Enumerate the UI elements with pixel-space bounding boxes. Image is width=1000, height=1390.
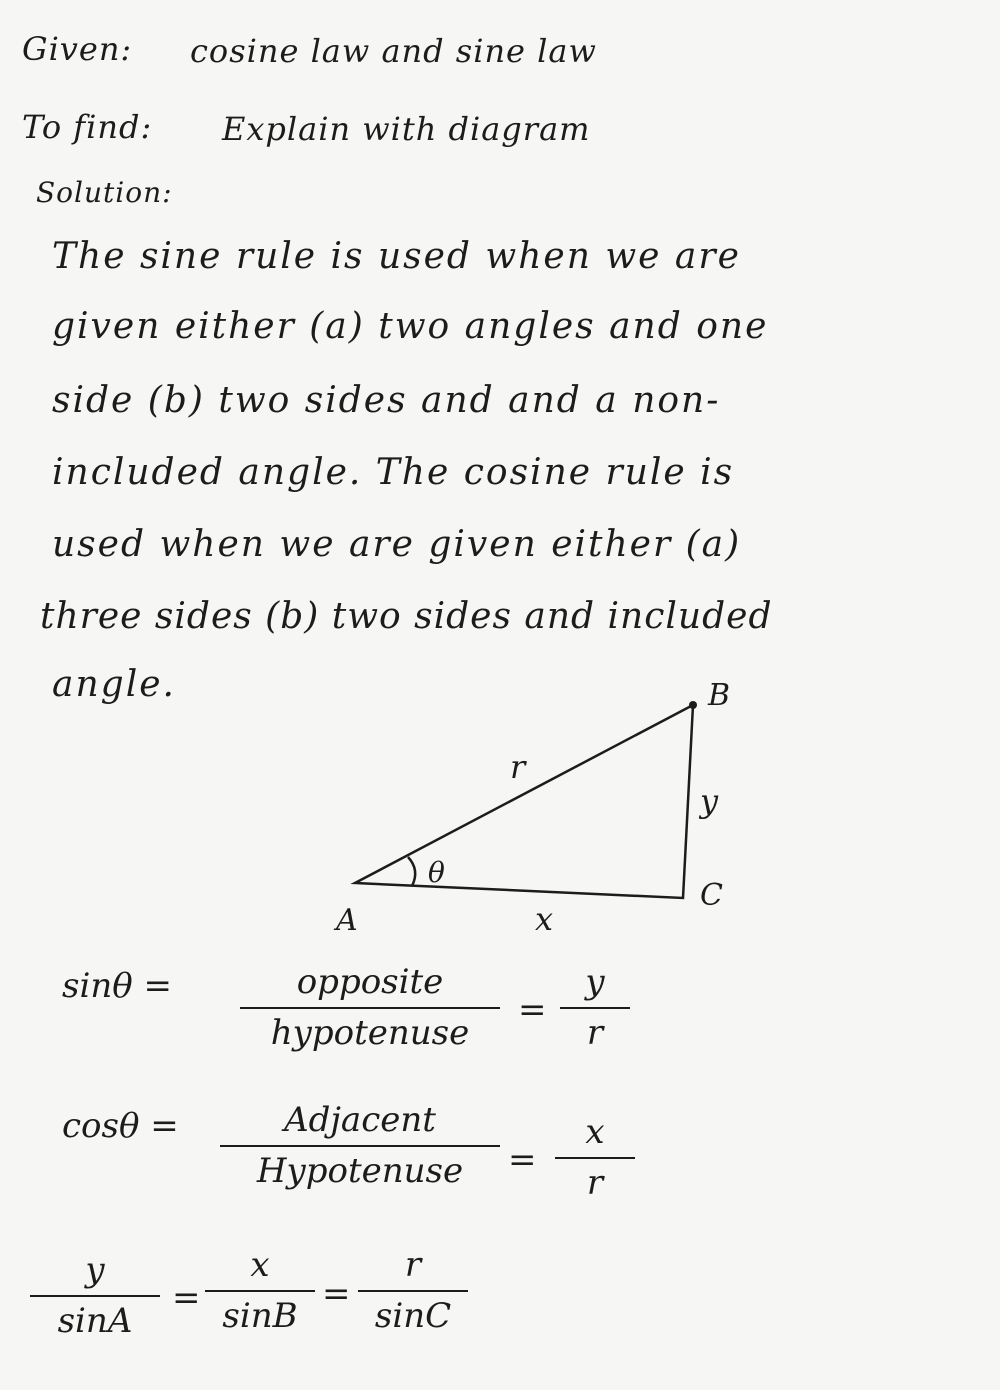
body-line-2: given either (a) two angles and one (52, 306, 769, 347)
body-line-7: angle. (52, 664, 176, 705)
given-label: Given: (22, 30, 133, 68)
vertex-a-label: A (336, 903, 358, 938)
sine-law-term-1-num: y (85, 1250, 105, 1290)
vertex-b-label: B (708, 678, 731, 713)
cos-fraction-words (220, 1100, 500, 1192)
sin-symbol-bar (560, 1007, 630, 1009)
cos-fraction-symbols (555, 1112, 635, 1204)
sine-law-term-3-bar (358, 1290, 468, 1292)
sine-law-term-2 (205, 1245, 315, 1337)
opposite-side-label: y (700, 782, 719, 820)
cos-denominator-symbol: r (586, 1162, 604, 1203)
sine-law-term-2-num: x (250, 1245, 270, 1285)
body-line-1: The sine rule is used when we are (52, 236, 741, 277)
hypotenuse-label: r (510, 748, 526, 786)
body-line-6: three sides (b) two sides and included (40, 596, 773, 637)
cos-fraction-bar (220, 1145, 500, 1147)
sin-fraction-words (240, 962, 500, 1054)
cos-equals: = (508, 1140, 537, 1180)
cos-symbol-bar (555, 1157, 635, 1159)
to-find-text: Explain with diagram (222, 110, 591, 148)
to-find-label: To find: (22, 108, 153, 146)
sin-fraction-symbols (560, 962, 630, 1054)
body-line-5: used when we are given either (a) (52, 524, 742, 565)
sine-law-term-3-den: sinC (374, 1295, 452, 1336)
sin-denominator-symbol: r (586, 1012, 604, 1053)
sine-law-term-3-num: r (404, 1245, 422, 1285)
sine-law-equals-2: = (322, 1274, 351, 1314)
adjacent-side-label: x (535, 900, 554, 938)
sine-law-term-1 (30, 1250, 160, 1342)
body-line-4: included angle. The cosine rule is (52, 452, 735, 493)
given-text: cosine law and sine law (190, 32, 597, 70)
cos-numerator-symbol: x (585, 1112, 605, 1152)
angle-theta-label: θ (428, 856, 445, 889)
triangle-outline (355, 705, 693, 898)
cos-numerator: Adjacent (284, 1100, 436, 1140)
sin-numerator-symbol: y (585, 962, 605, 1002)
vertex-b-dot (689, 701, 697, 709)
sine-law-term-3 (358, 1245, 468, 1337)
angle-arc (408, 857, 415, 886)
cos-denominator: Hypotenuse (256, 1150, 464, 1191)
sin-equals: = (518, 990, 547, 1030)
body-line-3: side (b) two sides and and a non- (52, 380, 721, 421)
sine-law-equals-1: = (172, 1278, 201, 1318)
sin-lhs: sinθ = (62, 966, 172, 1006)
cos-lhs: cosθ = (62, 1106, 179, 1146)
sine-law-term-1-bar (30, 1295, 160, 1297)
solution-label: Solution: (36, 176, 173, 209)
sine-law-term-2-den: sinB (222, 1295, 298, 1336)
sin-fraction-bar (240, 1007, 500, 1009)
sine-law-term-2-bar (205, 1290, 315, 1292)
sine-law-term-1-den: sinA (57, 1300, 133, 1341)
sin-denominator: hypotenuse (270, 1012, 470, 1053)
sin-numerator: opposite (296, 962, 444, 1002)
vertex-c-label: C (700, 878, 723, 913)
